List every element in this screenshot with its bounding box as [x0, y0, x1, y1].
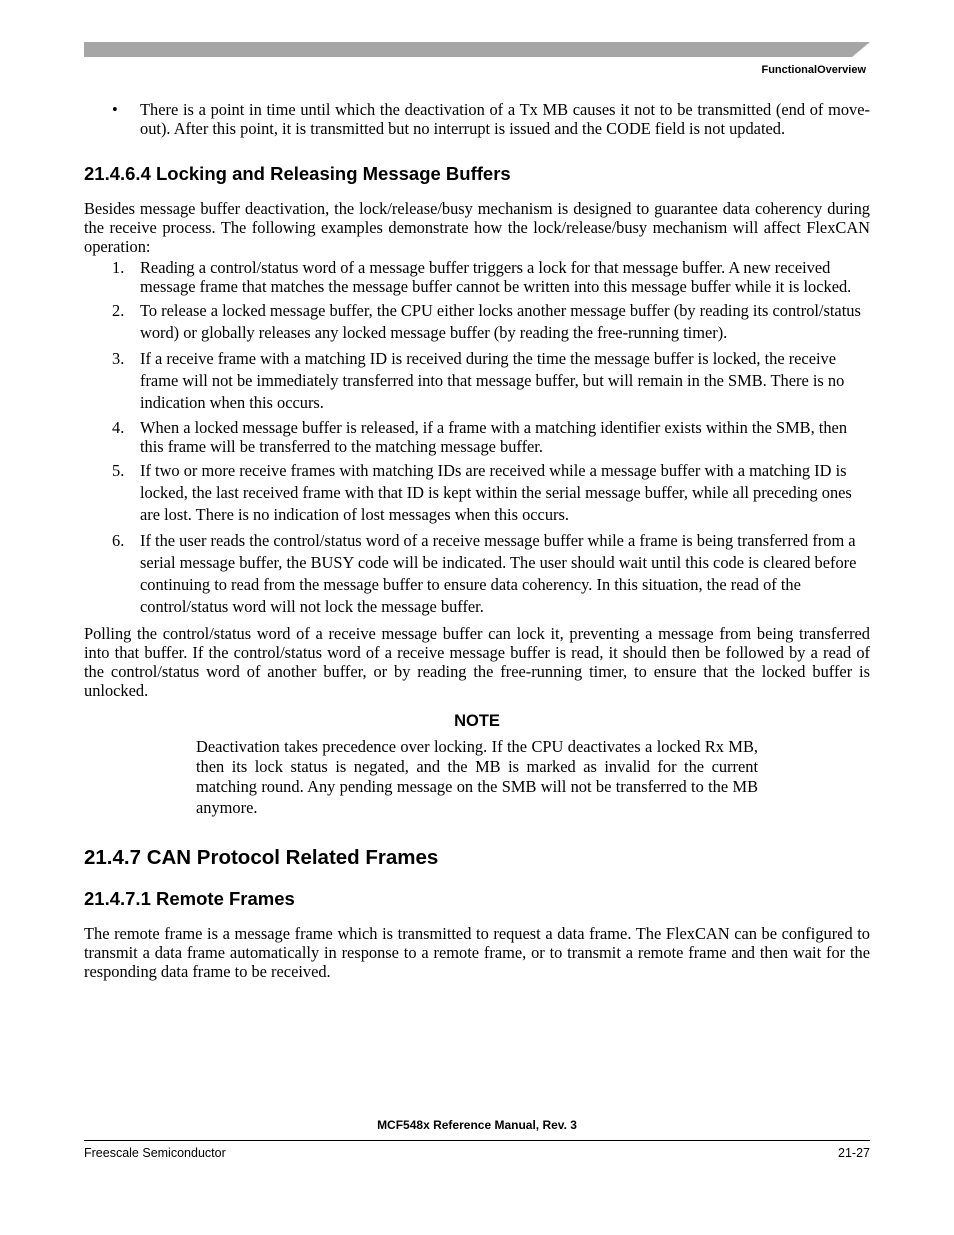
locking-steps-list — [84, 258, 870, 618]
list-item-text: Reading a control/status word of a message buffer triggers a lock for that message buffer. A new received message frame that matches the message buffer cannot be written into this message buffer while it is locked. — [140, 258, 852, 296]
list-item-text: If two or more receive frames with matching IDs are received while a message buffer with a matching ID is locked, the last received frame with that ID is kept within the serial message buffer, while all preceding ones are lost. There is no indication of lost messages when this occurs. — [140, 461, 852, 524]
list-item — [84, 530, 870, 618]
locking-intro-paragraph: Besides message buffer deactivation, the lock/release/busy mechanism is designed to guarantee data coherency during the receive process. The following examples demonstrate how the lock/release/busy mechanism will affect FlexCAN operation: — [84, 199, 870, 256]
list-item — [84, 348, 870, 414]
list-item-text: If the user reads the control/status word of a receive message buffer while a frame is being transferred from a serial message buffer, the BUSY code will be indicated. The user should wait until this code is cleared before continuing to read from the message buffer to ensure data coherency. In this situation, the read of the control/status word will not lock the message buffer. — [140, 531, 857, 616]
note-text: Deactivation takes precedence over locking. If the CPU deactivates a locked Rx MB, then its lock status is negated, and the MB is marked as invalid for the current matching round. Any pending message on the SMB will not be transferred to the MB anymore. — [196, 737, 758, 817]
intro-bullet-text: There is a point in time until which the deactivation of a Tx MB causes it not to be transmitted (end of move-out). After this point, it is transmitted but no interrupt is issued and the CODE field is not updated. — [140, 100, 870, 138]
note-title: NOTE — [454, 712, 500, 730]
list-item-number: 3. — [112, 349, 125, 368]
section-heading-21-4-6-4: 21.4.6.4 Locking and Releasing Message Buffers — [84, 163, 511, 184]
list-item-text: To release a locked message buffer, the CPU either locks another message buffer (by reading its control/status word) or globally releases any locked message buffer (by reading the free-running timer). — [140, 301, 861, 342]
list-item — [84, 258, 870, 296]
list-item-number: 5. — [112, 461, 125, 480]
footer-divider — [84, 1140, 870, 1141]
list-item — [84, 300, 870, 344]
list-item-number: 6. — [112, 531, 125, 550]
header-bar — [84, 42, 870, 57]
list-item-text: If a receive frame with a matching ID is received during the time the message buffer is locked, the receive frame will not be immediately transferred into that message buffer, but will remain in the SMB. There is no indication when this occurs. — [140, 349, 845, 412]
list-item-number: 2. — [112, 301, 125, 320]
footer-manual-title: MCF548x Reference Manual, Rev. 3 — [377, 1118, 577, 1132]
list-item — [84, 418, 870, 456]
footer-page-number: 21-27 — [838, 1146, 870, 1160]
remote-frames-paragraph: The remote frame is a message frame which is transmitted to request a data frame. The FlexCAN can be configured to transmit a data frame automatically in response to a remote frame, or to transmit a remote frame and then wait for the responding data frame to be received. — [84, 923, 870, 981]
list-item — [84, 460, 870, 526]
polling-paragraph: Polling the control/status word of a receive message buffer can lock it, preventing a message from being transferred into that buffer. If the control/status word of a receive message buffer is read, it should then be followed by a read of the control/status word of another buffer, or by reading the free-running timer, to ensure that the locked buffer is unlocked. — [84, 624, 870, 700]
section-heading-21-4-7: 21.4.7 CAN Protocol Related Frames — [84, 845, 439, 869]
list-item-number: 4. — [112, 418, 125, 437]
list-item-text: When a locked message buffer is released, if a frame with a matching identifier exists within the SMB, then this frame will be transferred to the matching message buffer. — [140, 418, 848, 456]
list-item-number: 1. — [112, 258, 125, 277]
page-content — [84, 100, 870, 981]
bullet-mark: • — [112, 100, 118, 119]
running-header: FunctionalOverview — [761, 64, 866, 76]
footer-company: Freescale Semiconductor — [84, 1146, 226, 1160]
intro-bullet — [84, 100, 870, 138]
section-heading-21-4-7-1: 21.4.7.1 Remote Frames — [84, 887, 295, 909]
